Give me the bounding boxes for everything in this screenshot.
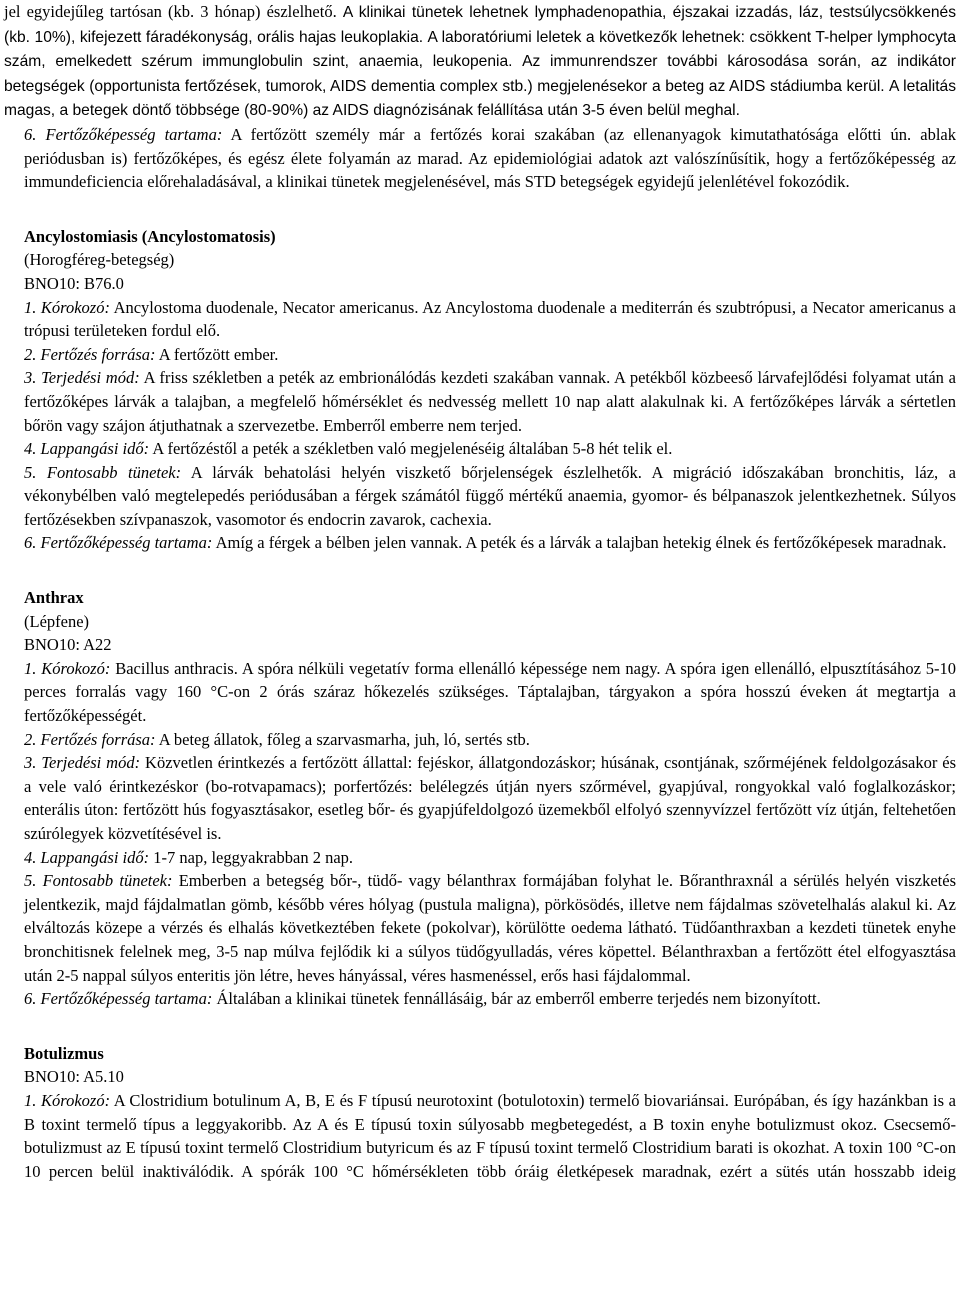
anthrax-item-4 xyxy=(4,846,956,870)
item-label: Fertőzőképesség tartama: xyxy=(45,124,223,144)
item-number: 2. xyxy=(24,729,37,749)
item-text: A fertőzött ember. xyxy=(158,344,279,364)
item-text: Közvetlen érintkezés a fertőzött állattal: fejéskor, állatgondozáskor; húsának, csontjának, szőrméjének feldolgozásakor és a vele való érintkezéskor (bo-rotvapamacs); porfertőzés: belélegzés útján nyers szőrmével, gyapjúval, rongyokkal való foglalkozáskor; enterális úton: fertőzött hús fogyasztásakor, esetleg bőr- és gyapjúfeldolgozó üzemekből elfolyó szennyvízzel fertőzött víz útján, feltehetően szúrólegyek közvetítésével is. xyxy=(24,753,957,843)
item-number: 1. xyxy=(24,297,37,317)
item-number: 4. xyxy=(24,439,37,459)
item-label: Terjedési mód: xyxy=(41,368,140,388)
intro-sentence-1: jel egyidejűleg tartósan (kb. 3 hónap) észlelhető. xyxy=(4,2,337,21)
item-label: Lappangási idő: xyxy=(40,847,150,867)
item-number: 3. xyxy=(24,753,37,773)
section-spacer xyxy=(4,555,956,586)
intro-sentence-4: Az immunrendszer további károsodása során, az indikátor betegségek (opportunista fertőzések, tumorok, AIDS dementia complex stb.) megjelenésekor a beteg az AIDS stádiumba kerül. xyxy=(4,53,957,95)
item-label: Kórokozó: xyxy=(41,1090,111,1110)
item-text: 1-7 nap, leggyakrabban 2 nap. xyxy=(153,847,354,867)
item-label: Fertőzés forrása: xyxy=(40,344,156,364)
section-alt-name: (Horogféreg-betegség) xyxy=(24,250,175,270)
ancylo-item-2 xyxy=(4,343,956,367)
section-alt-name: (Lépfene) xyxy=(24,611,90,631)
item-label: Fontosabb tünetek: xyxy=(46,462,182,482)
item-number: 5. xyxy=(24,462,37,482)
ancylo-item-6 xyxy=(4,531,956,555)
botulism-item-1 xyxy=(4,1089,956,1183)
section-code: BNO10: A5.10 xyxy=(24,1067,124,1087)
intro-paragraph xyxy=(4,0,956,123)
item-label: Fertőzőképesség tartama: xyxy=(40,533,213,553)
item-number: 6. xyxy=(24,989,37,1009)
item-number: 3. xyxy=(24,368,37,388)
item-text: Bacillus anthracis. A spóra nélküli vegetatív forma ellenálló képessége nem nagy. A spóra igen ellenálló, elpusztításához 5-10 perces forralás vagy 160 °C-on 2 órás száraz hőkezelés szükséges. Táptalajban, tárgyakon a spóra hosszú éveken át megtartja a fertőzőképességét. xyxy=(24,658,957,726)
ancylo-item-3 xyxy=(4,366,956,437)
item-text: Emberben a betegség bőr-, tüdő- vagy bélanthrax formájában folyhat le. Bőranthraxnál a sérülés helyén viszketés jelentkezik, majd fájdalmatlan gömb, később véres hólyag (pustula maligna), pörkösödés, illetve nem fájdalmas szövetelhalás alakul ki. Az elváltozás közepe a vérzés és elhalás következtében fekete (pokolvar), körülötte oedema látható. Tüdőanthraxban a kezdeti tünetek enyhe bronchitisnek felelnek meg, 3-5 nap múlva fejlődik ki a súlyos tüdőgyulladás, véres köpettel. Bélanthraxban a fertőzött étel elfogyasztása után 2-5 nappal súlyos enteritis jön létre, heves hányással, véres hasmenéssel, erős hasi fájdalommal. xyxy=(24,871,957,985)
anthrax-item-5 xyxy=(4,869,956,987)
intro-sentence-3: A laboratóriumi leletek a következők lehetnek: csökkent T-helper lymphocyta szám, emelkedett szérum immunglobulin szint, anaemia, leukopenia. xyxy=(4,28,956,71)
intro-sentence-5: A letalitás magas, a betegek döntő többsége (80-90%) az AIDS diagnózisának felállítása után 3-5 éven belül meghal. xyxy=(4,77,956,120)
item-label: Fertőzés forrása: xyxy=(40,729,156,749)
section-spacer xyxy=(4,1011,956,1042)
item-text: A fertőzéstől a peték a székletben való megjelenéséig általában 5-8 hét telik el. xyxy=(152,439,673,459)
section-code: BNO10: A22 xyxy=(24,635,112,655)
ancylo-item-5 xyxy=(4,461,956,532)
item-text: A fertőzött személy már a fertőzés korai szakában (az ellenanyagok kimutathatósága előtti ún. ablak periódusban is) fertőzőképes, és egész élete folyamán az marad. Az epidemiológiai adatok azt valószínűsítik, hogy a fertőzőképesség az immundeficiencia előrehaladásával, a klinikai tünetek megjelenésével, más STD betegségek egyidejű jelenlétével fokozódik. xyxy=(24,124,956,192)
intro-sentence-2: A klinikai tünetek lehetnek lymphadenopathia, éjszakai izzadás, láz, testsúlycsökkenés (kb. 10%), kifejezett fáradékonyság, orális hajas leukoplakia. xyxy=(4,4,957,46)
item-text: A beteg állatok, főleg a szarvasmarha, juh, ló, sertés stb. xyxy=(158,729,530,749)
item-number: 1. xyxy=(24,1090,37,1110)
item-text: A Clostridium botulinum A, B, E és F típusú neurotoxint (botulotoxin) termelő biovariánsai. Európában, és így hazánkban is a B toxint termelő típus a leggyakoribb. Az A és E típusú toxin súlyosabb megbetegedést, a B toxin enyhe botulizmust okoz. Csecsemő-botulizmust az E típusú toxint termelő Clostridium butyricum és az F típusú toxint termelő Clostridium barati is okozhat. A toxin 100 °C-on 10 percen belül inaktiválódik. A spórák 100 °C hőmérsékleten több óráig életképesek maradnak, ezért a sütés után hosszabb ideig xyxy=(24,1090,957,1181)
item-label: Terjedési mód: xyxy=(41,753,141,773)
item-text: Amíg a férgek a bélben jelen vannak. A peték és a lárvák a talajban hetekig élnek és fertőzőképesek maradnak. xyxy=(215,533,947,553)
item-label: Fertőzőképesség tartama: xyxy=(40,989,213,1009)
section-title-ancylostomiasis: Ancylostomiasis (Ancylostomatosis) xyxy=(24,226,276,246)
item-number: 2. xyxy=(24,344,37,364)
anthrax-item-6 xyxy=(4,987,956,1011)
anthrax-item-2 xyxy=(4,728,956,752)
intro-item-6 xyxy=(4,123,956,194)
ancylo-item-4 xyxy=(4,437,956,461)
item-number: 6. xyxy=(24,533,37,553)
item-number: 5. xyxy=(24,871,37,891)
item-number: 6. xyxy=(24,124,37,144)
item-label: Kórokozó: xyxy=(40,297,110,317)
item-label: Kórokozó: xyxy=(41,658,111,678)
ancylo-item-1 xyxy=(4,296,956,343)
item-text: A lárvák behatolási helyén viszkető bőrjelenségek észlelhetők. A migráció időszakában bronchitis, láz, a vékonybélben való megtelepedés periódusában a férgek számától függő mértékű anaemia, gyomor- és bélpanaszok jelentkezhetnek. Súlyos fertőzésekben szívpanaszok, vasomotor és endocrin zavarok, cachexia. xyxy=(24,462,957,529)
section-title-anthrax: Anthrax xyxy=(24,588,84,608)
item-text: Ancylostoma duodenale, Necator americanus. Az Ancylostoma duodenale a mediterrán és szubtrópusi, a Necator americanus a trópusi területeken fordul elő. xyxy=(24,297,957,341)
item-number: 1. xyxy=(24,658,37,678)
section-code: BNO10: B76.0 xyxy=(24,273,124,293)
item-label: Fontosabb tünetek: xyxy=(42,871,173,891)
anthrax-item-1 xyxy=(4,657,956,728)
item-number: 4. xyxy=(24,847,37,867)
item-text: Általában a klinikai tünetek fennállásáig, bár az emberről emberre terjedés nem bizonyított. xyxy=(216,989,821,1009)
section-title-botulizmus: Botulizmus xyxy=(24,1043,104,1063)
anthrax-item-3 xyxy=(4,751,956,845)
section-spacer xyxy=(4,194,956,225)
item-label: Lappangási idő: xyxy=(40,439,150,459)
item-text: A friss székletben a peték az embrionálódás kezdeti szakában vannak. A petékből közbeeső lárvafejlődési folyamat után a fertőzőképes lárvák a talajban, a megfelelő hőmérséklet és nedvesség mellett 10 nap alatt alakulnak ki. A fertőzőképes lárvák a sértetlen bőrön vagy szájon átjuthatnak a szervezetbe. Emberről emberre nem terjed. xyxy=(24,368,957,435)
